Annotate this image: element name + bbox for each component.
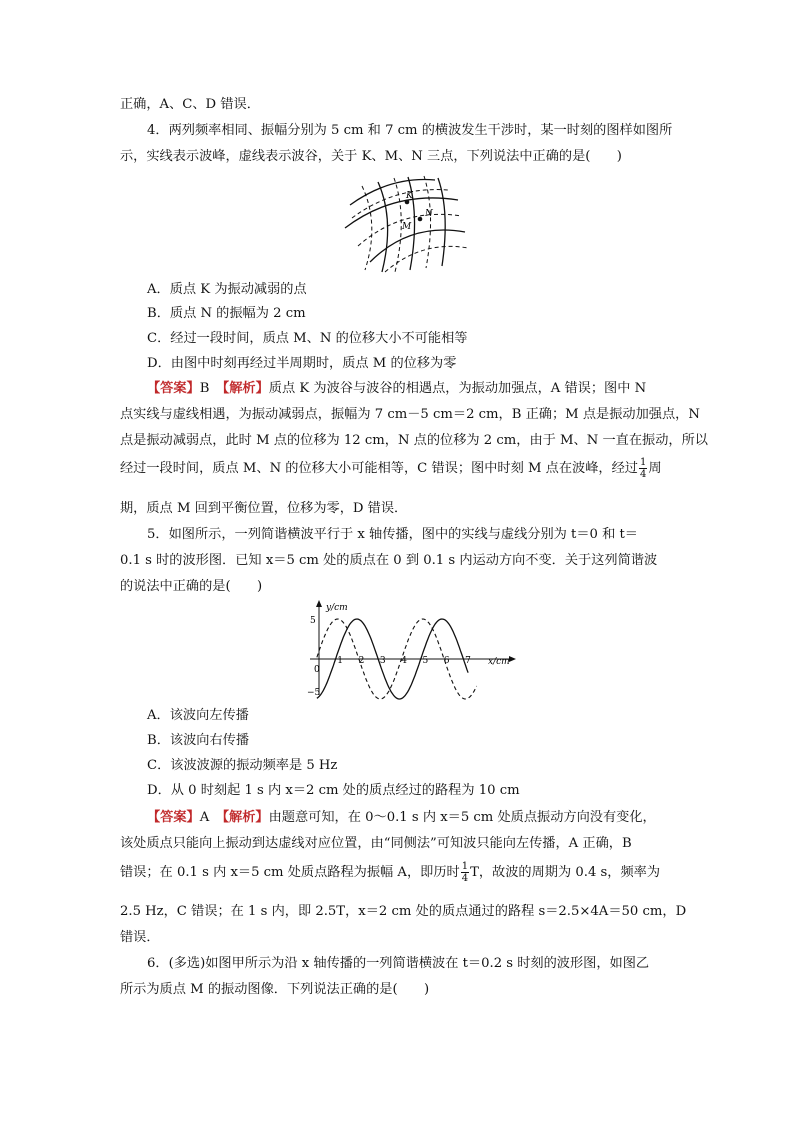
q4-analysis-text: 质点 K 为波谷与波谷的相遇点，为振动加强点，A 错误；图中 N xyxy=(268,381,647,396)
q4-analysis-text: 经过一段时间，质点 M、N 的位移大小可能相等，C 错误；图中时刻 M 点在波峰，经过 xyxy=(120,461,638,476)
x-tick-label: 4 xyxy=(401,656,407,666)
trough-line xyxy=(394,178,401,272)
q4-stem-line-2: 示，实线表示波峰，虚线表示波谷，关于 K、M、N 三点，下列说法中正确的是( ) xyxy=(120,149,622,164)
x-tick-label: 6 xyxy=(443,656,450,666)
q5-analysis-line-5: 错误． xyxy=(120,930,160,945)
crest-line xyxy=(350,180,435,205)
x-axis-arrow xyxy=(509,656,516,662)
q5-analysis-text: 错误；在 0.1 s 内 x＝5 cm 处质点路程为振幅 A，即历时 xyxy=(120,865,460,880)
fraction xyxy=(639,457,647,480)
fraction-numerator: 1 xyxy=(461,861,469,872)
answer-tag: 【答案】 xyxy=(147,810,200,825)
fraction xyxy=(461,861,469,884)
q4-analysis-line-3: 点是振动减弱点，此时 M 点的位移为 12 cm，N 点的位移为 2 cm，由于 M、N 一直在振动，所以 xyxy=(120,433,708,448)
q4-analysis-line-1 xyxy=(147,376,707,402)
q5-option-b: B．该波向右传播 xyxy=(147,733,250,748)
interference-figure xyxy=(340,172,470,274)
point-m xyxy=(418,217,423,222)
answer-tag: 【答案】 xyxy=(147,381,200,396)
label-m: M xyxy=(402,222,412,232)
y-axis-label: y/cm xyxy=(326,603,348,613)
crest-line xyxy=(438,178,445,266)
x-axis-label: x/cm xyxy=(488,657,510,667)
q5-analysis-text: T，故波的周期为 0.4 s，频率为 xyxy=(470,865,661,880)
q6-stem-line-2: 所示为质点 M 的振动图像．下列说法正确的是( ) xyxy=(120,982,430,997)
q5-analysis-line-3 xyxy=(120,860,680,886)
q5-analysis-text: 由题意可知，在 0～0.1 s 内 x＝5 cm 处质点振动方向没有变化， xyxy=(268,810,656,825)
q4-analysis-line-4 xyxy=(120,456,680,482)
x-tick-labels xyxy=(337,656,471,666)
q5-option-a: A．该波向左传播 xyxy=(147,708,249,723)
x-tick-label: 3 xyxy=(379,656,386,666)
y-tick-label-neg5: −5 xyxy=(307,688,321,698)
q5-stem-line-2: 0.1 s 时的波形图．已知 x＝5 cm 处的质点在 0 到 0.1 s 内运动方向不变．关于这列简谐波 xyxy=(120,553,658,568)
x-tick-label: 1 xyxy=(337,656,344,666)
q4-analysis-line-5: 期，质点 M 回到平衡位置，位移为零，D 错误． xyxy=(120,501,408,516)
q6-stem-line-1: 6．(多选)如图甲所示为沿 x 轴传播的一列简谐横波在 t＝0.2 s 时刻的波形图，如图乙 xyxy=(147,956,650,971)
q4-analysis-line-2: 点实线与虚线相遇，为振动减弱点，振幅为 7 cm－5 cm＝2 cm，B 正确；M 点是振动加强点，N xyxy=(120,407,700,422)
analysis-tag: 【解析】 xyxy=(222,810,269,825)
analysis-tag: 【解析】 xyxy=(222,381,269,396)
origin-label: 0 xyxy=(314,665,320,675)
q5-option-c: C．该波波源的振动频率是 5 Hz xyxy=(147,758,338,773)
fraction-denominator: 4 xyxy=(461,873,469,884)
x-tick-label: 5 xyxy=(422,656,429,666)
q4-answer: B xyxy=(199,381,210,396)
wave-graph xyxy=(300,598,522,700)
q5-answer: A xyxy=(199,810,210,825)
q5-analysis-line-1 xyxy=(147,805,707,831)
label-k: K xyxy=(406,191,413,201)
label-n: N xyxy=(425,209,433,219)
trough-line xyxy=(362,186,372,270)
q4-option-a: A．质点 K 为振动减弱的点 xyxy=(147,282,307,297)
q4-option-d: D．由图中时刻再经过半周期时，质点 M 的位移为零 xyxy=(147,356,457,371)
q5-analysis-line-4: 2.5 Hz，C 错误；在 1 s 内，即 2.5T，x＝2 cm 处的质点通过的路程 s＝2.5×4A＝50 cm，D xyxy=(120,904,687,919)
q5-stem-line-1: 5．如图所示，一列简谐横波平行于 x 轴传播，图中的实线与虚线分别为 t＝0 和 t＝ xyxy=(147,527,638,542)
q4-stem-line-1: 4．两列频率相同、振幅分别为 5 cm 和 7 cm 的横波发生干涉时，某一时刻的图样如图所 xyxy=(147,123,673,138)
q4-analysis-text: 周 xyxy=(648,461,662,476)
q5-stem-line-3: 的说法中正确的是( ) xyxy=(120,579,263,594)
q3-answer-tail: 正确，A、C、D 错误． xyxy=(120,97,260,112)
fraction-denominator: 4 xyxy=(639,469,647,480)
q4-option-c: C．经过一段时间，质点 M、N 的位移大小不可能相等 xyxy=(147,331,468,346)
x-tick-label: 7 xyxy=(465,656,471,666)
q4-option-b: B．质点 N 的振幅为 2 cm xyxy=(147,306,306,321)
crest-line xyxy=(378,182,388,272)
q5-analysis-line-2: 该处质点只能向上振动到达虚线对应位置，由“同侧法”可知波只能向左传播，A 正确，B xyxy=(120,836,632,851)
y-axis-arrow xyxy=(316,600,322,607)
q5-option-d: D．从 0 时刻起 1 s 内 x＝2 cm 处的质点经过的路程为 10 cm xyxy=(147,783,520,798)
fraction-numerator: 1 xyxy=(639,457,647,468)
trough-line xyxy=(385,246,468,272)
x-tick-label: 2 xyxy=(358,656,365,666)
y-tick-label-5: 5 xyxy=(310,616,316,626)
